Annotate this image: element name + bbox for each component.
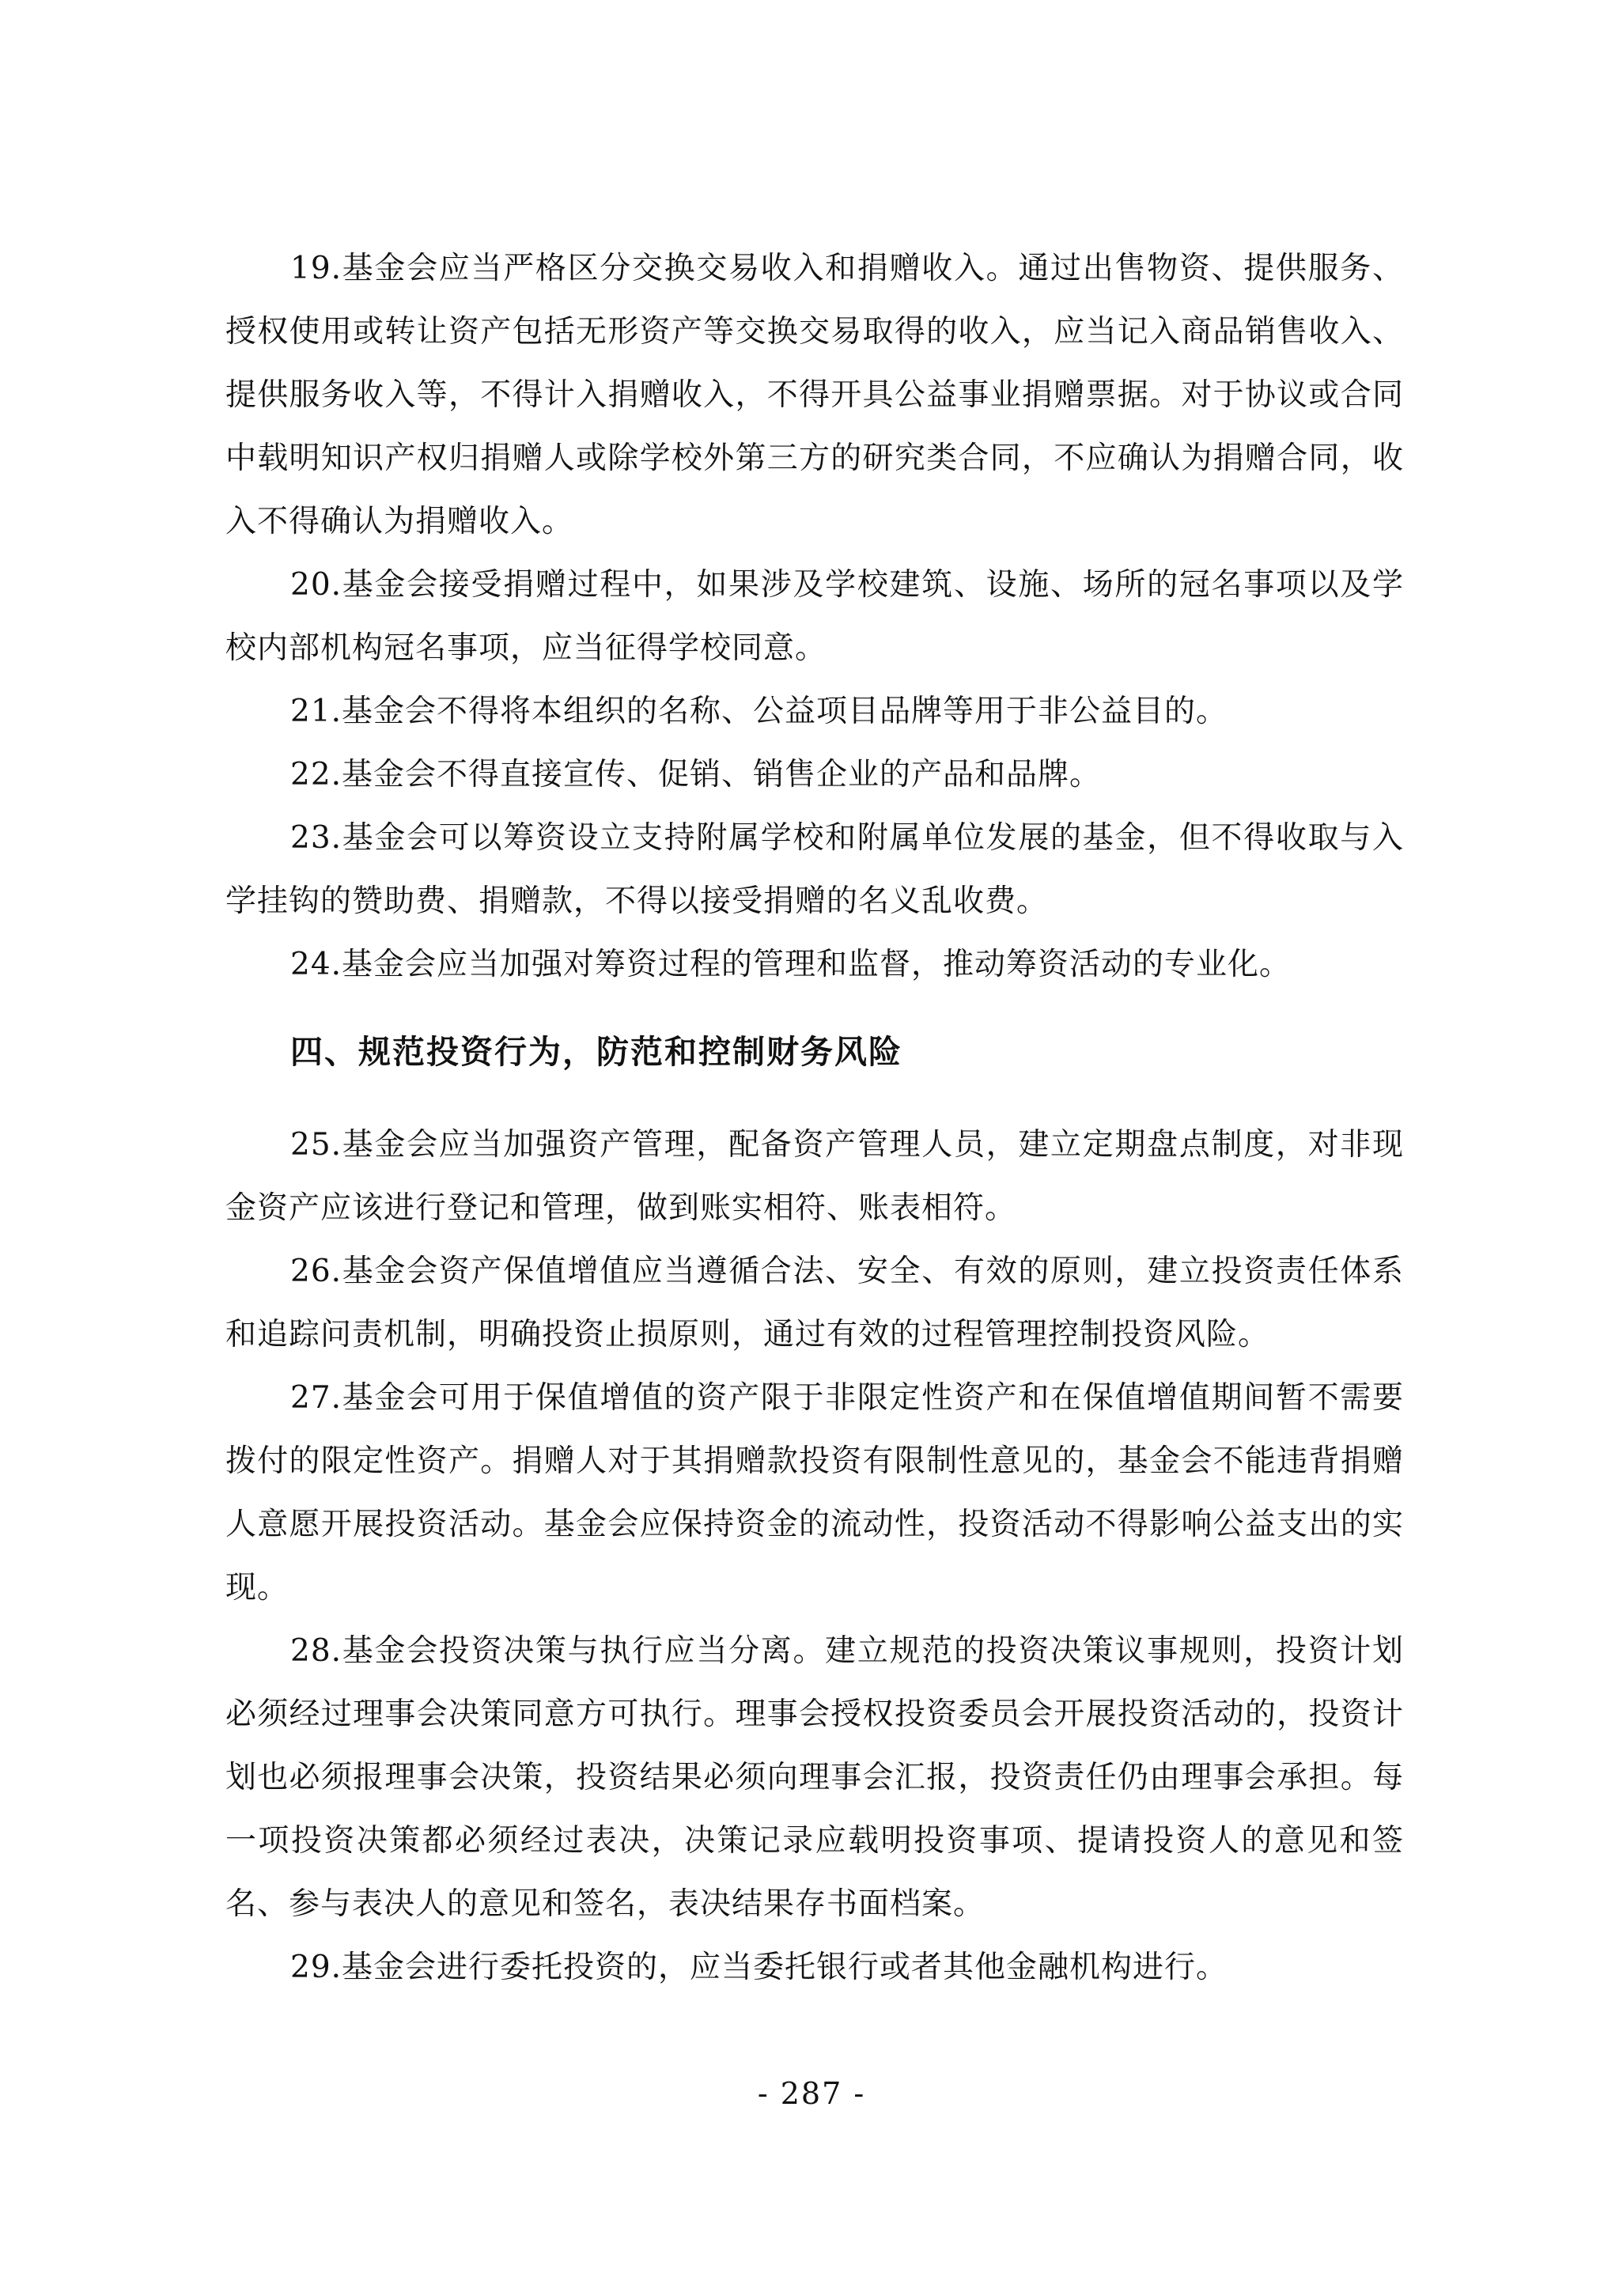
paragraph-21: 21.基金会不得将本组织的名称、公益项目品牌等用于非公益目的。: [290, 694, 1228, 729]
page-body: [225, 237, 1404, 1999]
paragraph-24: 24.基金会应当加强对筹资过程的管理和监督，推动筹资活动的专业化。: [290, 947, 1292, 982]
paragraph-27: 27.基金会可用于保值增值的资产限于非限定性资产和在保值增值期间暂不需要拨付的限定性资产。捐赠人对于其捐赠款投资有限制性意见的，基金会不能违背捐赠人意愿开展投资活动。基金会应保持资金的流动性，投资活动不得影响公益支出的实现。: [225, 1380, 1404, 1606]
paragraph-29: 29.基金会进行委托投资的，应当委托银行或者其他金融机构进行。: [290, 1950, 1228, 1985]
page-number: - 287 -: [757, 2076, 866, 2111]
paragraph-22: 22.基金会不得直接宣传、促销、销售企业的产品和品牌。: [290, 757, 1102, 792]
paragraph-28: 28.基金会投资决策与执行应当分离。建立规范的投资决策议事规则，投资计划必须经过理事会决策同意方可执行。理事会授权投资委员会开展投资活动的，投资计划也必须报理事会决策，投资结果必须向理事会汇报，投资责任仍由理事会承担。每一项投资决策都必须经过表决，决策记录应载明投资事项、提请投资人的意见和签名、参与表决人的意见和签名，表决结果存书面档案。: [225, 1633, 1404, 1922]
section-heading: 四、规范投资行为，防范和控制财务风险: [290, 1033, 902, 1071]
paragraph-26: 26.基金会资产保值增值应当遵循合法、安全、有效的原则，建立投资责任体系和追踪问责机制，明确投资止损原则，通过有效的过程管理控制投资风险。: [225, 1254, 1404, 1352]
paragraph-23: 23.基金会可以筹资设立支持附属学校和附属单位发展的基金，但不得收取与入学挂钩的赞助费、捐赠款，不得以接受捐赠的名义乱收费。: [225, 820, 1404, 919]
paragraph-25: 25.基金会应当加强资产管理，配备资产管理人员，建立定期盘点制度，对非现金资产应该进行登记和管理，做到账实相符、账表相符。: [225, 1127, 1404, 1226]
paragraph-20: 20.基金会接受捐赠过程中，如果涉及学校建筑、设施、场所的冠名事项以及学校内部机构冠名事项，应当征得学校同意。: [225, 567, 1404, 666]
paragraph-19: 19.基金会应当严格区分交换交易收入和捐赠收入。通过出售物资、提供服务、授权使用或转让资产包括无形资产等交换交易取得的收入，应当记入商品销售收入、提供服务收入等，不得计入捐赠收入，不得开具公益事业捐赠票据。对于协议或合同中载明知识产权归捐赠人或除学校外第三方的研究类合同，不应确认为捐赠合同，收入不得确认为捐赠收入。: [225, 251, 1404, 539]
